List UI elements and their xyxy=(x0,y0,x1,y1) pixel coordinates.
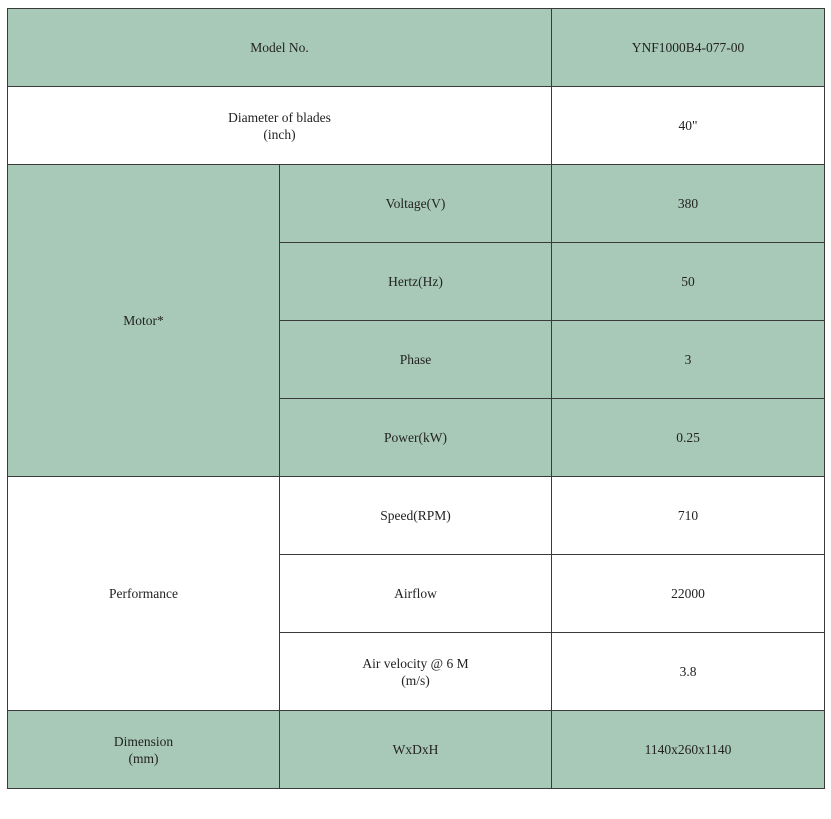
motor-row-voltage xyxy=(8,165,825,243)
hertz-value: 50 xyxy=(552,243,825,321)
phase-label: Phase xyxy=(280,321,552,399)
model-label: Model No. xyxy=(8,9,552,87)
dimension-sublabel: WxDxH xyxy=(280,711,552,789)
diameter-label-line2: (inch) xyxy=(263,126,296,142)
diameter-label-line1: Diameter of blades xyxy=(228,109,331,125)
speed-value: 710 xyxy=(552,477,825,555)
dimension-value: 1140x260x1140 xyxy=(552,711,825,789)
speed-label: Speed(RPM) xyxy=(280,477,552,555)
spec-table xyxy=(7,8,825,789)
motor-group-label: Motor* xyxy=(8,165,280,477)
dimension-label-line2: (mm) xyxy=(128,750,159,766)
hertz-label: Hertz(Hz) xyxy=(280,243,552,321)
airflow-label: Airflow xyxy=(280,555,552,633)
performance-row-speed xyxy=(8,477,825,555)
voltage-value: 380 xyxy=(552,165,825,243)
air-velocity-label-line2: (m/s) xyxy=(401,672,430,688)
dimension-row xyxy=(8,711,825,789)
model-row xyxy=(8,9,825,87)
airflow-value: 22000 xyxy=(552,555,825,633)
diameter-row xyxy=(8,87,825,165)
air-velocity-label-line1: Air velocity @ 6 M xyxy=(362,655,469,671)
dimension-label-line1: Dimension xyxy=(113,733,174,749)
voltage-label: Voltage(V) xyxy=(280,165,552,243)
diameter-label xyxy=(8,87,552,165)
air-velocity-label xyxy=(280,633,552,711)
diameter-value: 40" xyxy=(552,87,825,165)
performance-group-label: Performance xyxy=(8,477,280,711)
dimension-label xyxy=(8,711,280,789)
air-velocity-value: 3.8 xyxy=(552,633,825,711)
power-label: Power(kW) xyxy=(280,399,552,477)
model-value: YNF1000B4-077-00 xyxy=(552,9,825,87)
power-value: 0.25 xyxy=(552,399,825,477)
phase-value: 3 xyxy=(552,321,825,399)
